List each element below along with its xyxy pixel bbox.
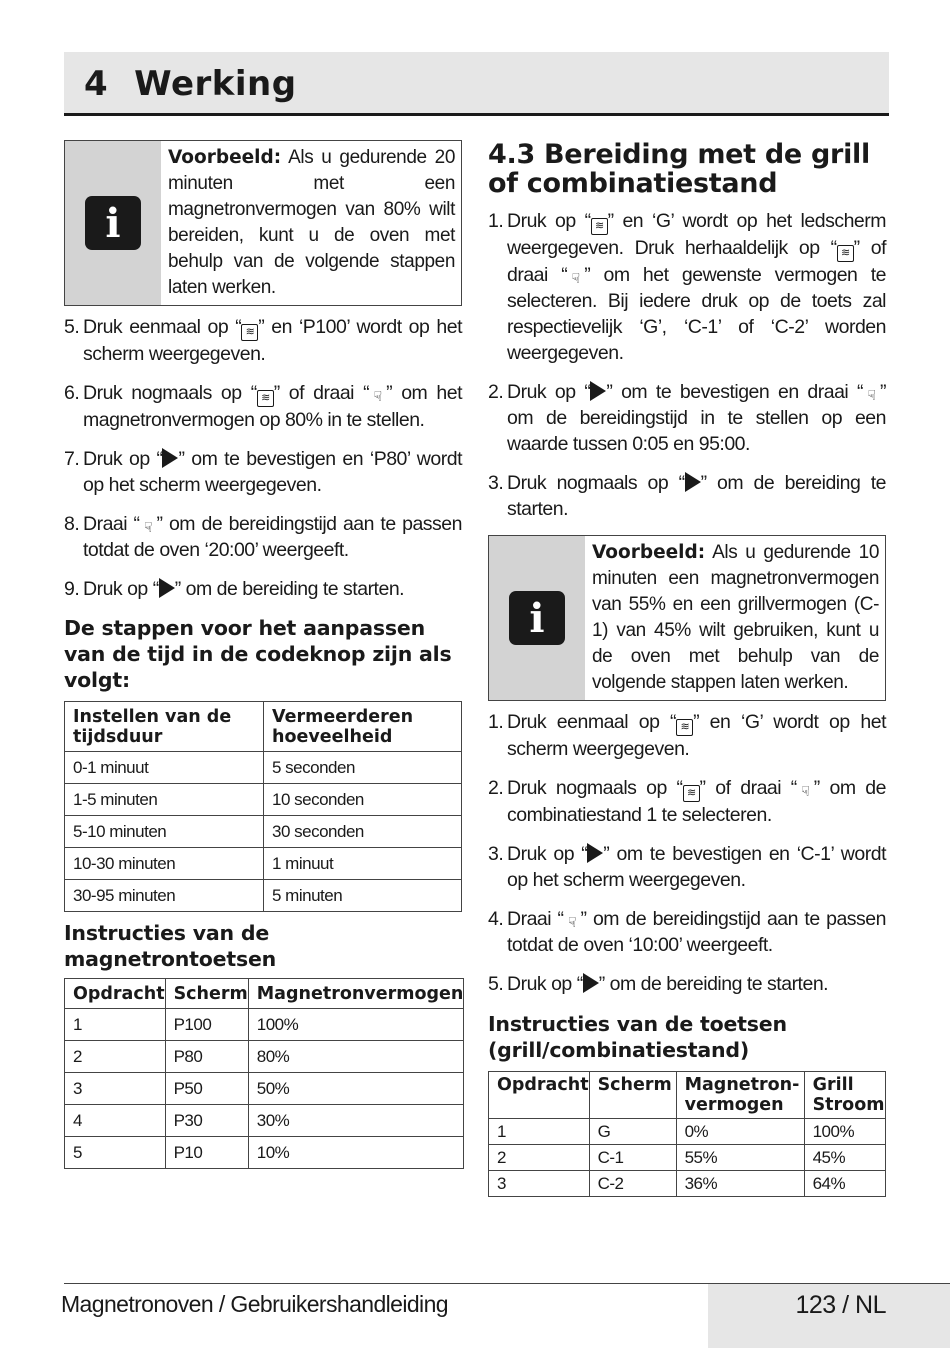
step-item [64,446,462,498]
microwave-wave-icon: ≋ [676,719,693,736]
table-header: Opdracht [489,1072,590,1119]
note-text [161,141,461,305]
step-item [488,709,886,762]
step-text: Druk nogmaals op “ [507,472,685,494]
step-list [64,314,462,602]
table-row [65,880,462,912]
rotary-knob-icon: ☟ [571,271,580,287]
table-row [65,1137,464,1169]
table-cell: C-1 [589,1145,676,1171]
left-column [64,140,462,1177]
rotary-knob-icon: ☟ [801,784,810,800]
step-text: ” om te bevestigen en ‘P80’ wordt op het scherm weergegeven. [83,448,462,496]
table-cell: 5 [65,1137,166,1169]
rotary-knob-icon: ☟ [867,388,876,404]
step-text: ” en ‘G’ wordt op het ledscherm weergegeven. Druk herhaaldelijk op “ [507,210,886,259]
play-icon [583,973,599,993]
step-text: Druk eenmaal op “ [507,711,677,733]
table-cell: 1 [489,1119,590,1145]
step-item [488,470,886,522]
step-text: Draai “ [83,513,140,535]
step-text: Druk nogmaals op “ [83,382,257,404]
microwave-keys-table [64,978,464,1169]
step-text: Druk eenmaal op “ [83,316,242,338]
table-cell: 4 [65,1105,166,1137]
play-icon [587,843,603,863]
step-number: 9. [64,578,80,600]
table-cell: G [589,1119,676,1145]
step-item [488,379,886,457]
step-text: ” of draai “ [507,237,886,286]
chapter-number: 4 [84,64,109,104]
table-cell: 3 [65,1073,166,1105]
step-text: ” om de bereidingstijd aan te passen totdat de oven ‘20:00’ weergeeft. [83,513,462,561]
table-cell: P50 [165,1073,248,1105]
step-item [64,380,462,433]
table-cell: P10 [165,1137,248,1169]
time-adjust-table [64,701,462,912]
table-cell: 55% [676,1145,804,1171]
info-icon-box [489,536,585,700]
step-text: ” om te bevestigen en draai “ [606,381,863,403]
step-number: 1. [488,711,504,733]
step-text: Draai “ [507,908,564,930]
table-cell: 3 [489,1171,590,1197]
table-cell: 1-5 minuten [65,784,264,816]
step-text: ” en ‘P100’ wordt op het scherm weergegeven. [83,316,462,365]
table-row [489,1119,886,1145]
table-cell: 80% [248,1041,464,1073]
step-text: ” of draai “ [699,777,797,799]
table-cell: 1 minuut [264,848,462,880]
table-cell: 36% [676,1171,804,1197]
step-number: 7. [64,448,80,470]
table-header: Opdracht [65,979,166,1009]
step-text: ” om te bevestigen en ‘C-1’ wordt op het scherm weergegeven. [507,843,886,891]
microwave-wave-icon: ≋ [591,218,608,235]
time-adjust-heading: De stappen voor het aanpassen van de tijd in de codeknop zijn als volgt: [64,616,452,692]
info-icon: i [509,591,565,645]
chapter-name: Werking [134,64,297,104]
table-cell: P30 [165,1105,248,1137]
play-icon [162,448,178,468]
step-item [488,906,886,958]
table-row [65,848,462,880]
table-row [65,816,462,848]
table-row [489,1171,886,1197]
step-text: ” om de bereiding te starten. [598,973,829,995]
step-text: Druk op “ [507,973,583,995]
table-cell: P100 [165,1009,248,1041]
table-cell: P80 [165,1041,248,1073]
table-header: Magnetronvermogen [248,979,464,1009]
step-list [488,709,886,997]
table-cell: 5 minuten [264,880,462,912]
play-icon [685,472,701,492]
table-cell: 30-95 minuten [65,880,264,912]
table-row [65,752,462,784]
step-item [488,971,886,997]
chapter-title [84,64,297,104]
microwave-wave-icon: ≋ [257,390,274,407]
table-cell: 45% [804,1145,885,1171]
step-item [64,511,462,563]
example-note [488,535,886,701]
step-text: Druk op “ [507,843,588,865]
table-header: Scherm [589,1072,676,1119]
microwave-keys-heading: Instructies van de magnetrontoetsen [64,921,277,971]
step-text: ” om het magnetronvermogen op 80% in te stellen. [83,382,462,431]
play-icon [590,381,606,401]
manual-title: Magnetronoven / Gebruikershandleiding [61,1291,448,1317]
step-number: 6. [64,382,80,404]
table-row [65,1105,464,1137]
table-cell: 64% [804,1171,885,1197]
note-lead: Voorbeeld: [592,542,706,563]
table-cell: 2 [65,1041,166,1073]
section-title: 4.3 Bereiding met de grill of combinatiestand [488,139,870,199]
table-cell: 1 [65,1009,166,1041]
page-number-box [708,1284,950,1348]
table-cell: 5 seconden [264,752,462,784]
microwave-wave-icon: ≋ [837,245,854,262]
table-cell: 10% [248,1137,464,1169]
table-cell: 30 seconden [264,816,462,848]
grill-keys-table [488,1071,886,1197]
step-text: Druk op “ [507,210,591,232]
step-item [64,314,462,367]
right-column [488,140,886,1205]
table-cell: 10-30 minuten [65,848,264,880]
step-text: ” om het gewenste vermogen te selecteren. Bij iedere druk op de toets zal respectievelijk ‘G’, ‘C-1’ of ‘C-2’ worden weergegeven. [507,264,886,364]
chapter-header [64,52,889,116]
step-item [488,208,886,366]
microwave-wave-icon: ≋ [683,785,700,802]
table-row [489,1145,886,1171]
step-text: Druk op “ [507,381,591,403]
info-icon: i [85,196,141,250]
step-item [488,841,886,893]
page-number: 123 / NL [795,1291,886,1319]
table-header-row [65,979,464,1009]
note-body: Als u gedurende 20 minuten met een magnetronvermogen van 80% wilt bereiden, kunt u de oven met behulp van de volgende stappen laten werken. [168,147,455,298]
grill-keys-heading: Instructies van de toetsen (grill/combinatiestand) [488,1012,787,1062]
step-number: 4. [488,908,504,930]
step-number: 1. [488,210,504,232]
table-cell: 100% [248,1009,464,1041]
table-header-row [65,702,462,752]
step-text: Druk op “ [83,448,163,470]
table-cell: 0% [676,1119,804,1145]
note-text [585,536,885,700]
step-item [488,775,886,828]
table-cell: 50% [248,1073,464,1105]
step-number: 5. [64,316,80,338]
note-body: Als u gedurende 10 minuten een magnetronvermogen van 55% en een grillvermogen (C-1) van 45% wilt gebruiken, kunt u de oven met behulp van de volgende stappen laten werken. [592,542,879,693]
table-header: Instellen van de tijdsduur [65,702,264,752]
table-row [65,784,462,816]
play-icon [159,578,175,598]
step-text: ” om de combinatiestand 1 te selecteren. [507,777,886,826]
step-text: ” om de bereiding te starten. [174,578,405,600]
note-lead: Voorbeeld: [168,147,282,168]
table-row [65,1073,464,1105]
rotary-knob-icon: ☟ [373,389,382,405]
table-cell: 2 [489,1145,590,1171]
step-number: 2. [488,777,504,799]
microwave-wave-icon: ≋ [241,324,258,341]
rotary-knob-icon: ☟ [144,520,153,536]
table-cell: 0-1 minuut [65,752,264,784]
table-cell: 5-10 minuten [65,816,264,848]
table-header: Grill Stroom [804,1072,885,1119]
step-number: 3. [488,472,504,494]
table-header-row [489,1072,886,1119]
step-list [488,208,886,522]
step-number: 2. [488,381,504,403]
step-text: Druk nogmaals op “ [507,777,683,799]
table-row [65,1041,464,1073]
table-cell: 30% [248,1105,464,1137]
step-text: Druk op “ [83,578,159,600]
table-header: Magnetron-vermogen [676,1072,804,1119]
table-row [65,1009,464,1041]
table-header: Scherm [165,979,248,1009]
step-number: 8. [64,513,80,535]
step-text: ” en ‘G’ wordt op het scherm weergegeven. [507,711,886,760]
step-text: ” of draai “ [273,382,370,404]
step-text: ” om de bereidingstijd aan te passen totdat de oven ‘10:00’ weergeeft. [507,908,886,956]
page-footer [61,1283,950,1348]
step-text: ” om de bereiding te starten. [507,472,886,520]
table-cell: 10 seconden [264,784,462,816]
table-header: Vermeerderen hoeveelheid [264,702,462,752]
example-note [64,140,462,306]
info-icon-box [65,141,161,305]
table-cell: 100% [804,1119,885,1145]
step-item [64,576,462,602]
step-number: 3. [488,843,504,865]
table-cell: C-2 [589,1171,676,1197]
step-number: 5. [488,973,504,995]
rotary-knob-icon: ☟ [568,915,577,931]
step-text: ” om de bereidingstijd in te stellen op een waarde tussen 0:05 en 95:00. [507,381,886,455]
